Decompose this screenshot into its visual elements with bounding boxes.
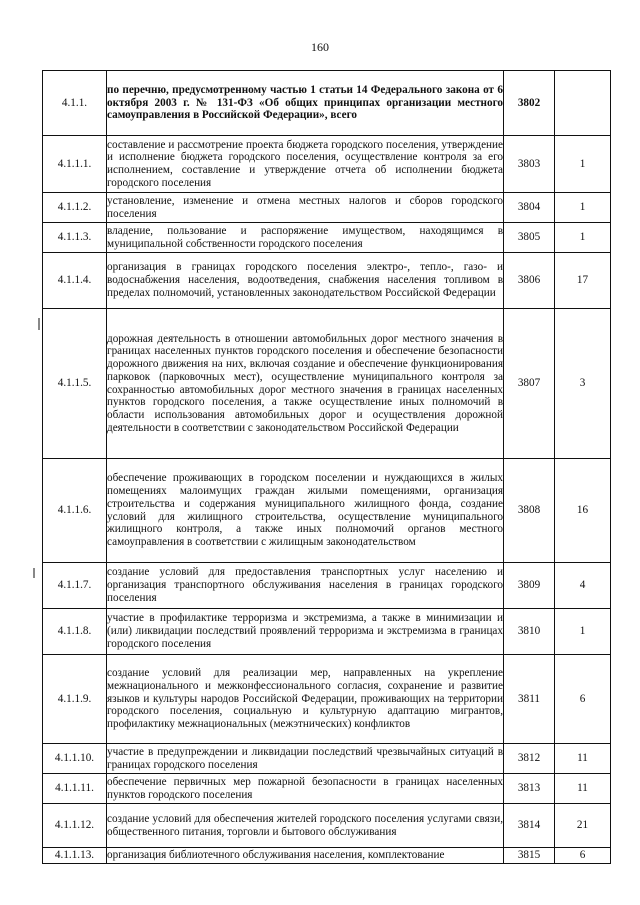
row-code: 4.1.1.2.	[43, 193, 107, 223]
row-line-number: 3807	[504, 309, 555, 459]
row-count: 11	[555, 744, 611, 774]
row-text: организация библиотечного обслуживания населения, комплектование	[107, 848, 504, 864]
table-row	[43, 253, 611, 309]
row-text: участие в профилактике терроризма и экстремизма, а также в минимизации и (или) ликвидации последствий проявлений терроризма и экстремизма в границах городского поселения	[107, 609, 504, 655]
table-row	[43, 848, 611, 864]
row-code: 4.1.1.9.	[43, 655, 107, 744]
table-row	[43, 774, 611, 804]
row-line-number: 3808	[504, 459, 555, 563]
table-row	[43, 609, 611, 655]
table-row	[43, 223, 611, 253]
row-count: 11	[555, 774, 611, 804]
row-code: 4.1.1.10.	[43, 744, 107, 774]
table-row	[43, 655, 611, 744]
row-count: 4	[555, 563, 611, 609]
row-code: 4.1.1.1.	[43, 136, 107, 193]
row-code: 4.1.1.11.	[43, 774, 107, 804]
row-text: владение, пользование и распоряжение имуществом, находящимся в муниципальной собственности городского поселения	[107, 223, 504, 253]
row-line-number: 3804	[504, 193, 555, 223]
row-text: создание условий для обеспечения жителей городского поселения услугами связи, общественного питания, торговли и бытового обслуживания	[107, 804, 504, 848]
row-count: 6	[555, 848, 611, 864]
scan-mark	[33, 568, 35, 578]
row-count: 3	[555, 309, 611, 459]
row-line-number: 3806	[504, 253, 555, 309]
row-text: обеспечение первичных мер пожарной безопасности в границах населенных пунктов городского поселения	[107, 774, 504, 804]
row-line-number: 3813	[504, 774, 555, 804]
row-count: 1	[555, 223, 611, 253]
row-count	[555, 71, 611, 136]
table-row	[43, 193, 611, 223]
row-line-number: 3811	[504, 655, 555, 744]
row-count: 17	[555, 253, 611, 309]
row-text: участие в предупреждении и ликвидации последствий чрезвычайных ситуаций в границах городского поселения	[107, 744, 504, 774]
table-row	[43, 71, 611, 136]
row-code: 4.1.1.6.	[43, 459, 107, 563]
row-line-number: 3809	[504, 563, 555, 609]
row-count: 6	[555, 655, 611, 744]
row-count: 21	[555, 804, 611, 848]
row-count: 1	[555, 609, 611, 655]
scan-mark	[38, 318, 40, 330]
row-code: 4.1.1.13.	[43, 848, 107, 864]
row-code: 4.1.1.3.	[43, 223, 107, 253]
table-row	[43, 744, 611, 774]
row-code: 4.1.1.8.	[43, 609, 107, 655]
table-row	[43, 804, 611, 848]
row-line-number: 3812	[504, 744, 555, 774]
row-text: составление и рассмотрение проекта бюджета городского поселения, утверждение и исполнение бюджета городского поселения, осуществление контроля за его исполнением, составление и утверждение отчета об исполнении бюджета городского поселения	[107, 136, 504, 193]
row-code: 4.1.1.12.	[43, 804, 107, 848]
row-text: организация в границах городского поселения электро-, тепло-, газо- и водоснабжения населения, водоотведения, снабжения населения топливом в пределах полномочий, установленных законодательством Российской Федерации	[107, 253, 504, 309]
row-line-number: 3805	[504, 223, 555, 253]
row-code: 4.1.1.4.	[43, 253, 107, 309]
row-count: 1	[555, 136, 611, 193]
row-code: 4.1.1.7.	[43, 563, 107, 609]
row-text: по перечню, предусмотренному частью 1 статьи 14 Федерального закона от 6 октября 2003 г. № 131-ФЗ «Об общих принципах организации местного самоуправления в Российской Федерации», всего	[107, 71, 504, 136]
row-line-number: 3815	[504, 848, 555, 864]
row-text: обеспечение проживающих в городском поселении и нуждающихся в жилых помещениях малоимущих граждан жилыми помещениями, организация строительства и содержания муниципального жилищного фонда, создание условий для жилищного строительства, осуществление муниципального жилищного контроля, а также иных полномочий органов местного самоуправления в соответствии с жилищным законодательством	[107, 459, 504, 563]
table-row	[43, 563, 611, 609]
row-line-number: 3810	[504, 609, 555, 655]
table-row	[43, 309, 611, 459]
row-line-number: 3814	[504, 804, 555, 848]
row-text: дорожная деятельность в отношении автомобильных дорог местного значения в границах населенных пунктов городского поселения и обеспечение безопасности дорожного движения на них, включая создание и обеспечение функционирования парковок (парковочных мест), осуществление муниципального контроля за сохранностью автомобильных дорог местного значения в границах населенных пунктов городского поселения, а также осуществление иных полномочий в области использования автомобильных дорог и осуществления дорожной деятельности в соответствии с законодательством Российской Федерации	[107, 309, 504, 459]
row-line-number: 3803	[504, 136, 555, 193]
row-text: установление, изменение и отмена местных налогов и сборов городского поселения	[107, 193, 504, 223]
row-count: 16	[555, 459, 611, 563]
row-text: создание условий для реализации мер, направленных на укрепление межнационального и межконфессионального согласия, сохранение и развитие языков и культуры народов Российской Федерации, проживающих на территории городского поселения, социальную и культурную адаптацию мигрантов, профилактику межнациональных (межэтнических) конфликтов	[107, 655, 504, 744]
row-code: 4.1.1.	[43, 71, 107, 136]
functions-table	[42, 70, 611, 864]
row-text: создание условий для предоставления транспортных услуг населению и организация транспортного обслуживания населения в границах городского поселения	[107, 563, 504, 609]
row-line-number: 3802	[504, 71, 555, 136]
row-code: 4.1.1.5.	[43, 309, 107, 459]
table-row	[43, 136, 611, 193]
row-count: 1	[555, 193, 611, 223]
table-row	[43, 459, 611, 563]
page-number: 160	[311, 40, 329, 54]
